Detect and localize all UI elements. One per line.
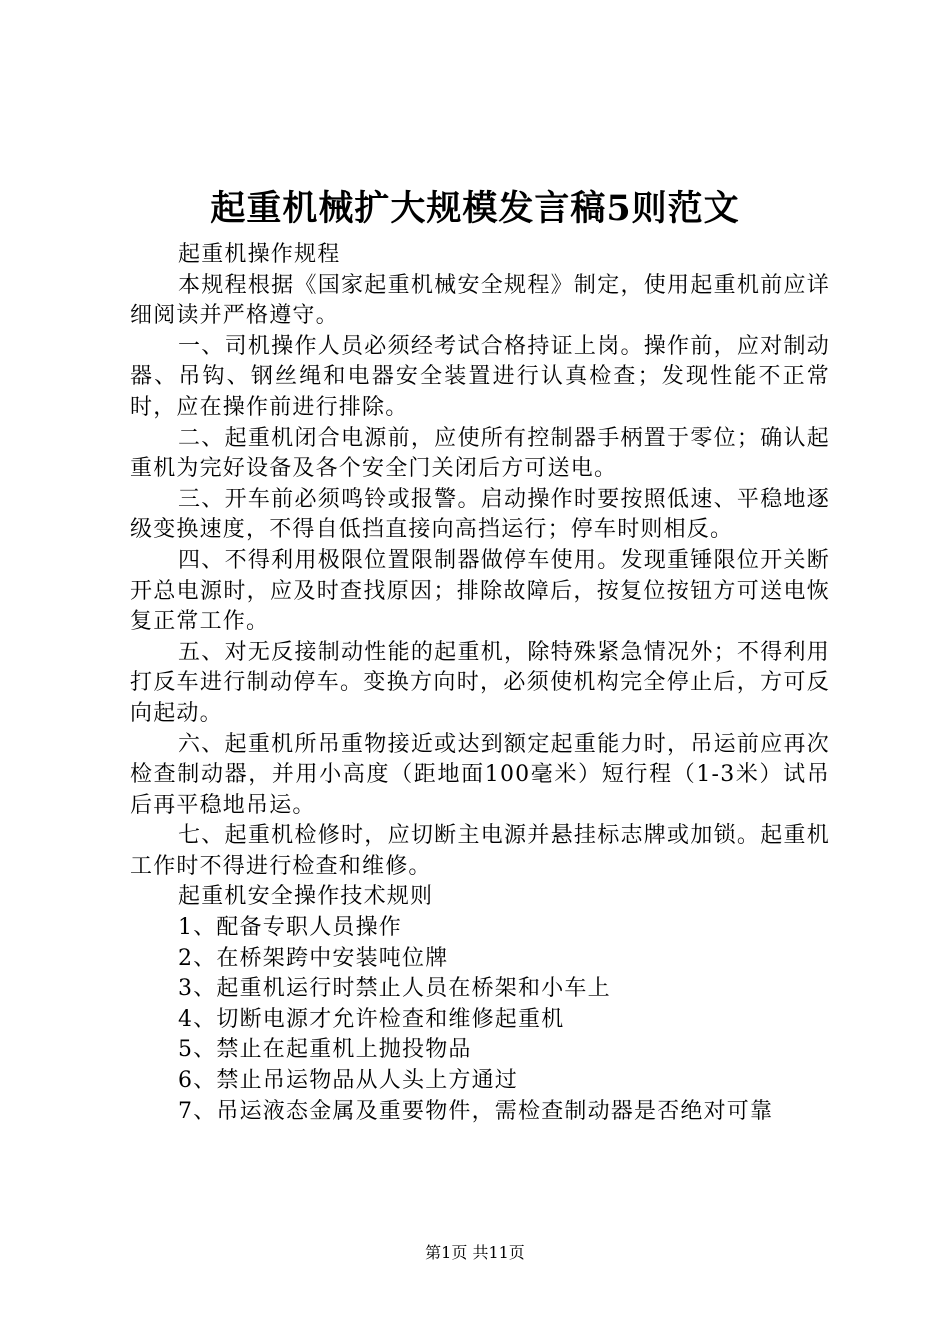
list-item: 3、起重机运行时禁止人员在桥架和小车上 xyxy=(178,976,611,1002)
list-item: 4、切断电源才允许检查和维修起重机 xyxy=(178,1006,565,1032)
list-item: 2、在桥架跨中安装吨位牌 xyxy=(178,945,449,971)
paragraph: 三、开车前必须鸣铃或报警。启动操作时要按照低速、平稳地逐级变换速度，不得自低挡直接向高挡运行；停车时则相反。 xyxy=(130,486,830,543)
paragraph: 七、起重机检修时，应切断主电源并悬挂标志牌或加锁。起重机工作时不得进行检查和维修。 xyxy=(130,823,830,879)
list-item: 1、配备专职人员操作 xyxy=(178,915,402,941)
paragraph: 五、对无反接制动性能的起重机，除特殊紧急情况外；不得利用打反车进行制动停车。变换方向时，必须使机构完全停止后，方可反向起动。 xyxy=(130,639,830,726)
paragraph: 二、起重机闭合电源前，应使所有控制器手柄置于零位；确认起重机为完好设备及各个安全门关闭后方可送电。 xyxy=(130,425,830,482)
document-body xyxy=(130,240,830,1127)
paragraph: 四、不得利用极限位置限制器做停车使用。发现重锤限位开关断开总电源时，应及时查找原因；排除故障后，按复位按钮方可送电恢复正常工作。 xyxy=(130,547,830,635)
list-item: 5、禁止在起重机上抛投物品 xyxy=(178,1037,472,1063)
paragraph: 本规程根据《国家起重机械安全规程》制定，使用起重机前应详细阅读并严格遵守。 xyxy=(130,272,830,329)
section-heading: 起重机安全操作技术规则 xyxy=(178,884,434,910)
section-heading: 起重机操作规程 xyxy=(178,242,341,267)
paragraph: 一、司机操作人员必须经考试合格持证上岗。操作前，应对制动器、吊钩、钢丝绳和电器安全装置进行认真检查；发现性能不正常时，应在操作前进行排除。 xyxy=(130,333,830,420)
list-item: 7、吊运液态金属及重要物件，需检查制动器是否绝对可靠 xyxy=(178,1098,774,1124)
paragraph: 六、起重机所吊重物接近或达到额定起重能力时，吊运前应再次检查制动器，并用小高度（距地面100毫米）短行程（1-3米）试吊后再平稳地吊运。 xyxy=(130,731,830,818)
list-item: 6、禁止吊运物品从人头上方通过 xyxy=(178,1068,518,1094)
page-footer: 第1页 共11页 xyxy=(425,1243,525,1262)
document-title: 起重机械扩大规模发言稿5则范文 xyxy=(210,188,740,229)
